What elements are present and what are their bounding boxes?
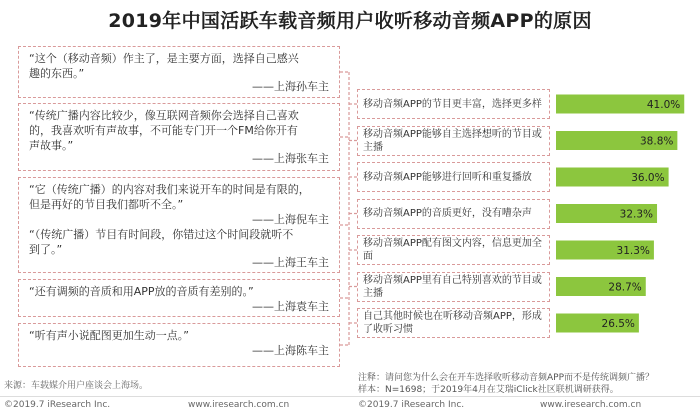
quote-author: ——上海袁车主 [252,300,329,313]
quote-text: 趣的东西。” [29,67,85,80]
value-label: 32.3% [619,208,654,221]
value-label: 26.5% [601,318,635,330]
quote-text: 到了。” [29,243,63,256]
page-title: 2019年中国活跃车载音频用户收听移动音频APP的原因 [108,10,592,32]
footer-divider [0,396,700,397]
value-label: 31.3% [616,245,650,257]
quote-text: “这个（移动音频）作主了，是主要方面，选择自己感兴 [29,52,299,65]
quote-author: ——上海倪车主 [252,213,329,226]
category-label: 自己其他时候也在听移动音频APP，形成了收听习惯 [357,308,550,338]
category-label: 移动音频APP的节目更丰富，选择更多样 [357,89,550,119]
quote-text: “听有声小说配图更加生动一点。” [29,329,189,342]
quote-text: 声故事。” [29,139,74,152]
category-label: 移动音频APP能够自主选择想听的节目或主播 [357,126,550,156]
quote-author: ——上海陈车主 [252,344,329,357]
quote-author: ——上海张车主 [252,152,329,165]
quote-text: “（传统广播）节目有时间段，你错过这个时间段就听不 [29,228,294,241]
value-label: 38.8% [640,135,674,148]
value-label: 36.0% [631,172,665,184]
quote-author: ——上海王车主 [252,256,329,269]
category-label: 移动音频APP配有图文内容，信息更加全面 [357,235,550,265]
value-label: 41.0% [646,99,681,111]
quote-author: ——上海孙车主 [252,80,329,93]
category-label: 移动音频APP里有自己特别喜欢的节目或主播 [357,272,550,302]
quote-text: “传统广播内容比较少，像互联网音频你会选择自己喜欢 [29,109,299,122]
quote-text: 的，我喜欢听有声故事，不可能专门开一个FM给你开有 [29,124,298,137]
note-line: 样本：N=1698；于2019年4月在艾瑞iClick社区联机调研获得。 [358,385,619,395]
value-label: 28.7% [608,281,642,294]
quote-text: “它（传统广播）的内容对我们来说开车的时间是有限的， [29,183,310,196]
category-label: 移动音频APP的音质更好，没有嘈杂声 [357,199,550,229]
quote-text: 但是再好的节目我们都听不全。” [29,198,184,211]
footer-url-left: www.iresearch.com.cn [188,400,290,410]
footer-copyright-left: ©2019.7 iResearch Inc. [4,400,111,410]
footer-copyright-right: ©2019.7 iResearch Inc. [358,400,465,410]
quote-text: “还有调频的音质和用APP放的音质有差别的。” [29,285,254,298]
footer-url-right: www.iresearch.com.cn [540,400,642,410]
source-text: 来源：车载媒介用户座谈会上海场。 [4,381,149,391]
note-line: 注释：请问您为什么会在开车选择收听移动音频APP而不是传统调频广播？ [358,373,655,383]
chart-note [358,372,654,396]
category-label: 移动音频APP能够进行回听和重复播放 [357,162,550,192]
